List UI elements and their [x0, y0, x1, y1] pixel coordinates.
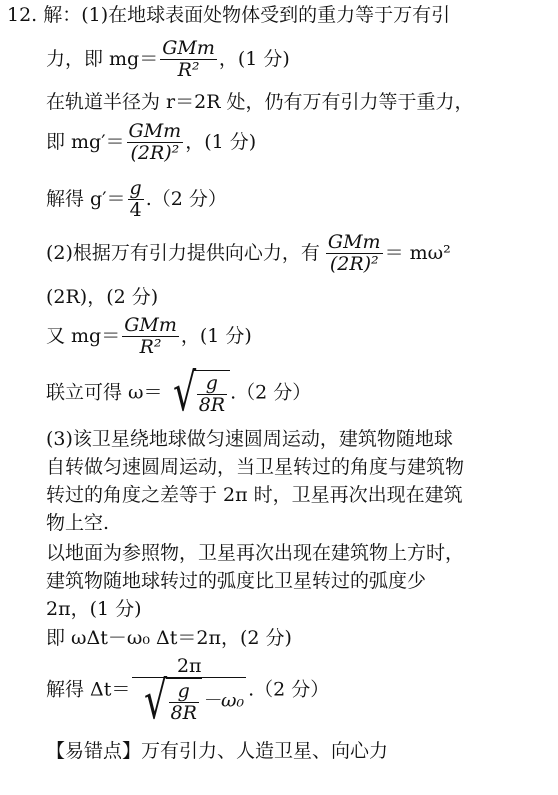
line-5 [46, 178, 227, 222]
line-2 [46, 38, 290, 82]
line-8 [46, 315, 252, 359]
line-12: 转过的角度之差等于 2π 时，卫星再次出现在建筑 [46, 484, 463, 506]
denominator: R² [122, 336, 179, 359]
fraction [160, 38, 217, 82]
text: .（2 分） [145, 187, 227, 210]
line-16: 2π，(1 分) [46, 598, 142, 620]
line-9 [46, 363, 312, 423]
text: (2)根据万有引力提供向心力，有 [46, 241, 320, 264]
text: 解得 g′＝ [46, 187, 126, 210]
line-3: 在轨道半径为 r＝2R 处，仍有万有引力等于重力， [46, 91, 474, 113]
text: ，(1 分) [180, 324, 252, 347]
numerator: g [129, 177, 142, 199]
line-15: 建筑物随地球转过的弧度比卫星转过的弧度少 [46, 570, 427, 592]
square-root [134, 670, 202, 731]
text: 即 mg′＝ [46, 130, 125, 153]
radical-sign-icon: √ [172, 363, 196, 423]
fraction [132, 655, 246, 731]
numerator: g [205, 372, 218, 394]
radicand [166, 678, 202, 725]
numerator: GMm [162, 37, 215, 59]
text: ＝ mω² [384, 241, 451, 264]
denominator: 4 [128, 199, 144, 222]
denominator: (2R)² [326, 253, 383, 276]
line-11: 自转做匀速圆周运动，当卫星转过的角度与建筑物 [46, 456, 465, 478]
text: 又 mg＝ [46, 324, 121, 347]
text: .（2 分） [230, 381, 312, 404]
fraction [127, 121, 184, 165]
line-19: 【易错点】万有引力、人造卫星、向心力 [46, 740, 389, 762]
line-18 [46, 655, 330, 731]
text: .（2 分） [248, 678, 330, 701]
fraction [326, 232, 383, 276]
fraction [122, 315, 179, 359]
numerator: g [177, 679, 190, 702]
line-7: (2R)，(2 分) [46, 286, 159, 308]
numerator: GMm [128, 120, 182, 142]
line-10: (3)该卫星绕地球做匀速圆周运动，建筑物随地球 [46, 428, 453, 450]
numerator: GMm [124, 314, 177, 336]
radical-sign-icon: √ [144, 670, 168, 731]
line-4 [46, 121, 256, 165]
denominator: R² [160, 59, 217, 82]
numerator: 2π [176, 655, 202, 677]
line-13: 物上空. [46, 512, 110, 534]
line-14: 以地面为参照物，卫星再次出现在建筑物上方时， [46, 542, 465, 564]
text: ，(1 分) [218, 47, 290, 70]
denominator: 8R [198, 393, 226, 416]
numerator: GMm [327, 231, 381, 253]
line-17: 即 ωΔt－ω₀ Δt＝2π，(2 分) [46, 627, 292, 649]
line-1: 12. 解：(1)在地球表面处物体受到的重力等于万有引 [7, 4, 451, 26]
radicand [194, 370, 230, 417]
line-6 [46, 232, 451, 276]
denominator: (2R)² [127, 142, 184, 165]
fraction [128, 178, 144, 222]
text: 解得 Δt＝ [46, 678, 131, 701]
square-root [163, 363, 231, 423]
denominator [132, 670, 246, 731]
text: ，(1 分) [185, 130, 257, 153]
minus-omega: －ω₀ [201, 689, 245, 712]
denominator: 8R [170, 701, 197, 724]
text: 力，即 mg＝ [46, 47, 159, 70]
text: 联立可得 ω＝ [46, 381, 163, 404]
